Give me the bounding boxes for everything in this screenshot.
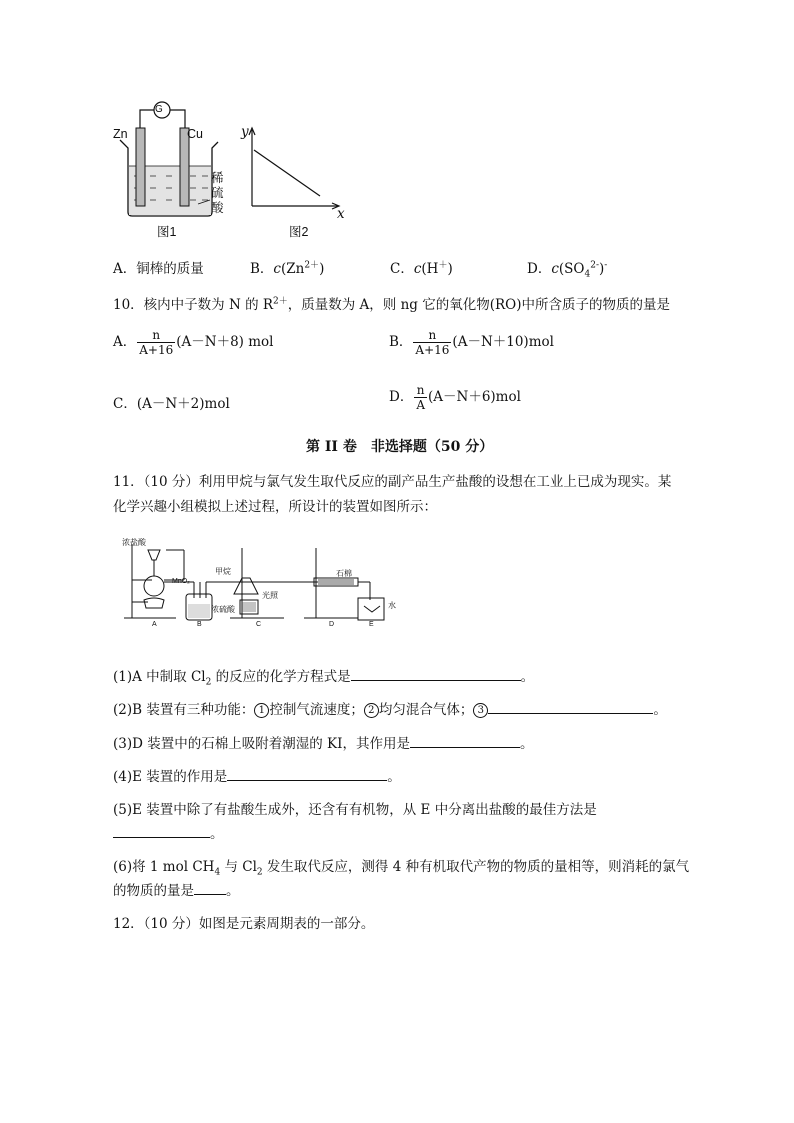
answer-blank[interactable]	[227, 766, 387, 781]
figure2-caption: 图2	[289, 225, 309, 239]
q11-sub4: (4)E 装置的作用是 。	[113, 765, 401, 785]
apparatus-letter-a: A	[152, 621, 157, 628]
label-methane: 甲烷	[215, 567, 231, 576]
solution-label-1: 稀	[211, 171, 224, 185]
apparatus-letter-c: C	[256, 621, 262, 628]
q11-sub6: (6)将 1 mol $CH_4$ 与 $Cl_2$ 发生取代反应，测得 4 种有机取代产物的物质的量相等，则消耗的氯气	[113, 859, 690, 878]
q10-option-c: C．(A－N＋2)mol	[113, 396, 230, 412]
label-conc-hcl: 浓盐酸	[122, 538, 146, 547]
figure2-graph	[240, 124, 350, 219]
apparatus-letter-d: D	[329, 621, 335, 628]
apparatus-diagram	[118, 536, 408, 636]
q10-option-a: A． $\frac{n}{A+16}$ (A－N＋8) mol	[113, 328, 274, 357]
zn-electrode	[136, 128, 145, 206]
q11-sub2: (2)B 装置有三种功能： 1 控制气流速度； 2 均匀混合气体； 3 。	[113, 698, 667, 718]
q12-stem: 12．（10 分）如图是元素周期表的一部分。	[113, 916, 375, 932]
q11-line2: 化学兴趣小组模拟上述过程，所设计的装置如图所示：	[113, 499, 437, 515]
apparatus-letter-e: E	[369, 621, 374, 628]
solution-label-3: 酸	[211, 201, 224, 215]
answer-blank[interactable]	[194, 880, 226, 895]
fraction: $\frac{n}{A+16}$	[139, 328, 174, 357]
q11-sub3: (3)D 装置中的石棉上吸附着潮湿的 KI，其作用是 。	[113, 732, 533, 752]
zn-label: Zn	[113, 127, 128, 141]
q11-sub6-line2: 的物质的量是 。	[113, 879, 240, 899]
label-asbestos: 石棉	[336, 569, 352, 578]
q9-option-c: C．c(H＋)	[390, 260, 453, 277]
q10-option-b: B． $\frac{n}{A+16}$ (A－N＋10)mol	[389, 328, 554, 357]
solution-label-2: 硫	[211, 186, 224, 200]
answer-blank[interactable]	[488, 699, 653, 714]
figure1-caption: 图1	[157, 225, 177, 239]
decreasing-line	[254, 150, 320, 196]
q11-sub1: (1)A 中制取 $Cl_2$ 的反应的化学方程式是 。	[113, 665, 534, 688]
q9-option-a: A．铜棒的质量	[113, 261, 204, 277]
answer-blank[interactable]	[351, 666, 521, 681]
answer-blank[interactable]	[410, 733, 520, 748]
q9-option-d: D．$c(SO_4^{2-})^-$	[527, 260, 608, 280]
q10-stem: 10．核内中子数为 N 的 $R^{2+}$，质量数为 A，则 ng 它的氧化物(RO)中所含质子的物质的量是	[113, 296, 670, 313]
apparatus-letter-b: B	[197, 621, 202, 628]
label-mno2: MnO₂	[172, 578, 190, 585]
galvanometer-label: G	[155, 104, 163, 115]
q10-option-d: D． $\frac{n}{A}$ (A－N＋6)mol	[389, 383, 521, 412]
fraction: $\frac{n}{A}$	[416, 383, 425, 412]
q11-sub5-answer: 。	[113, 822, 224, 842]
q11-sub5: (5)E 装置中除了有盐酸生成外，还含有有机物，从 E 中分离出盐酸的最佳方法是	[113, 802, 597, 818]
x-axis-label: x	[337, 206, 345, 222]
section-2-title: 第 II 卷 非选择题（50 分）	[306, 439, 494, 455]
label-light: 光照	[262, 591, 278, 600]
q11-line1: 11．（10 分）利用甲烷与氯气发生取代反应的副产品生产盐酸的设想在工业上已成为现实。某	[113, 474, 672, 490]
y-axis-label: y	[241, 124, 249, 140]
label-conc-h2so4: 浓硫酸	[211, 605, 235, 614]
fraction: $\frac{n}{A+16}$	[415, 328, 450, 357]
cu-label: Cu	[187, 127, 203, 141]
q9-option-b: B．$c(Zn^{2+})$	[250, 260, 325, 277]
label-water: 水	[388, 601, 396, 610]
answer-blank[interactable]	[113, 823, 210, 838]
